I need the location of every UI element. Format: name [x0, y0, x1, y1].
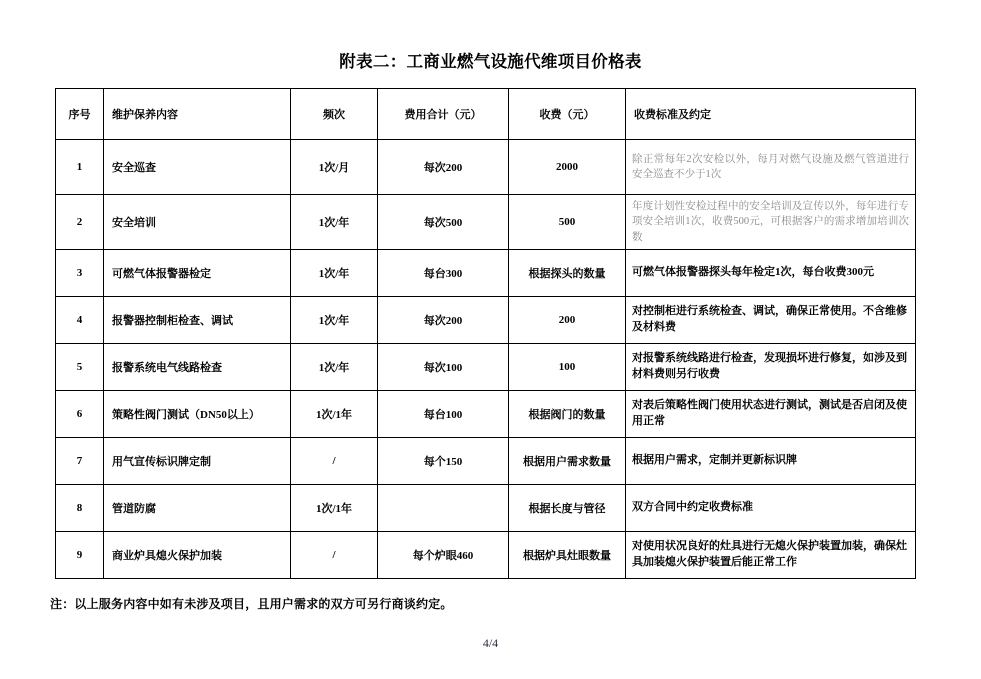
cell-item: 策略性阀门测试（DN50以上） — [104, 391, 291, 438]
cell-no: 9 — [56, 532, 104, 579]
cell-fee: 根据用户需求数量 — [509, 438, 626, 485]
price-table — [55, 88, 916, 579]
cell-total: 每次500 — [378, 195, 509, 250]
cell-frequency: 1次/年 — [291, 195, 378, 250]
cell-frequency: / — [291, 532, 378, 579]
table-header — [56, 89, 916, 140]
table-row — [56, 195, 916, 250]
table-row — [56, 297, 916, 344]
cell-item: 用气宣传标识牌定制 — [104, 438, 291, 485]
cell-standard: 根据用户需求，定制并更新标识牌 — [626, 438, 916, 485]
cell-no: 6 — [56, 391, 104, 438]
cell-item: 安全培训 — [104, 195, 291, 250]
cell-frequency: 1次/月 — [291, 140, 378, 195]
cell-standard: 双方合同中约定收费标准 — [626, 485, 916, 532]
cell-total: 每台300 — [378, 250, 509, 297]
cell-item: 安全巡查 — [104, 140, 291, 195]
cell-standard: 除正常每年2次安检以外，每月对燃气设施及燃气管道进行安全巡查不少于1次 — [626, 140, 916, 195]
cell-total: 每次100 — [378, 344, 509, 391]
cell-standard: 对表后策略性阀门使用状态进行测试，测试是否启闭及使用正常 — [626, 391, 916, 438]
cell-fee: 根据阀门的数量 — [509, 391, 626, 438]
page-number: 4/4 — [482, 636, 499, 650]
cell-item: 报警系统电气线路检查 — [104, 344, 291, 391]
table-row — [56, 438, 916, 485]
page-title: 附表二：工商业燃气设施代维项目价格表 — [339, 52, 642, 71]
cell-fee: 200 — [509, 297, 626, 344]
cell-no: 4 — [56, 297, 104, 344]
column-header-standard: 收费标准及约定 — [626, 89, 916, 140]
cell-fee: 500 — [509, 195, 626, 250]
cell-frequency: 1次/年 — [291, 344, 378, 391]
cell-item: 可燃气体报警器检定 — [104, 250, 291, 297]
cell-total: 每台100 — [378, 391, 509, 438]
table-header-row — [56, 89, 916, 140]
cell-no: 3 — [56, 250, 104, 297]
cell-total: 每次200 — [378, 297, 509, 344]
table-row — [56, 140, 916, 195]
cell-fee: 根据炉具灶眼数量 — [509, 532, 626, 579]
table-body — [56, 140, 916, 579]
cell-fee: 根据长度与管径 — [509, 485, 626, 532]
cell-frequency: 1次/1年 — [291, 485, 378, 532]
cell-no: 5 — [56, 344, 104, 391]
table-row — [56, 391, 916, 438]
cell-no: 7 — [56, 438, 104, 485]
table-row — [56, 250, 916, 297]
table-row — [56, 485, 916, 532]
cell-total: 每个150 — [378, 438, 509, 485]
cell-no: 2 — [56, 195, 104, 250]
cell-fee: 100 — [509, 344, 626, 391]
cell-item: 报警器控制柜检查、调试 — [104, 297, 291, 344]
cell-no: 8 — [56, 485, 104, 532]
cell-frequency: 1次/年 — [291, 297, 378, 344]
column-header-fee: 收费（元） — [509, 89, 626, 140]
cell-standard: 对使用状况良好的灶具进行无熄火保护装置加装，确保灶具加装熄火保护装置后能正常工作 — [626, 532, 916, 579]
cell-frequency: 1次/年 — [291, 250, 378, 297]
column-header-item: 维护保养内容 — [104, 89, 291, 140]
cell-frequency: 1次/1年 — [291, 391, 378, 438]
cell-standard: 年度计划性安检过程中的安全培训及宣传以外，每年进行专项安全培训1次，收费500元，可根据客户的需求增加培训次数 — [626, 195, 916, 250]
cell-item: 管道防腐 — [104, 485, 291, 532]
cell-fee: 根据探头的数量 — [509, 250, 626, 297]
cell-total: 每次200 — [378, 140, 509, 195]
cell-total — [378, 485, 509, 532]
cell-standard: 对控制柜进行系统检查、调试，确保正常使用。不含维修及材料费 — [626, 297, 916, 344]
column-header-total: 费用合计（元） — [378, 89, 509, 140]
cell-standard: 可燃气体报警器探头每年检定1次，每台收费300元 — [626, 250, 916, 297]
table-row — [56, 532, 916, 579]
cell-no: 1 — [56, 140, 104, 195]
table-row — [56, 344, 916, 391]
column-header-frequency: 频次 — [291, 89, 378, 140]
cell-total: 每个炉眼460 — [378, 532, 509, 579]
cell-item: 商业炉具熄火保护加装 — [104, 532, 291, 579]
cell-fee: 2000 — [509, 140, 626, 195]
cell-standard: 对报警系统线路进行检查，发现损坏进行修复，如涉及到材料费则另行收费 — [626, 344, 916, 391]
footnote: 注：以上服务内容中如有未涉及项目，且用户需求的双方可另行商谈约定。 — [50, 597, 453, 611]
column-header-no: 序号 — [56, 89, 104, 140]
cell-frequency: / — [291, 438, 378, 485]
